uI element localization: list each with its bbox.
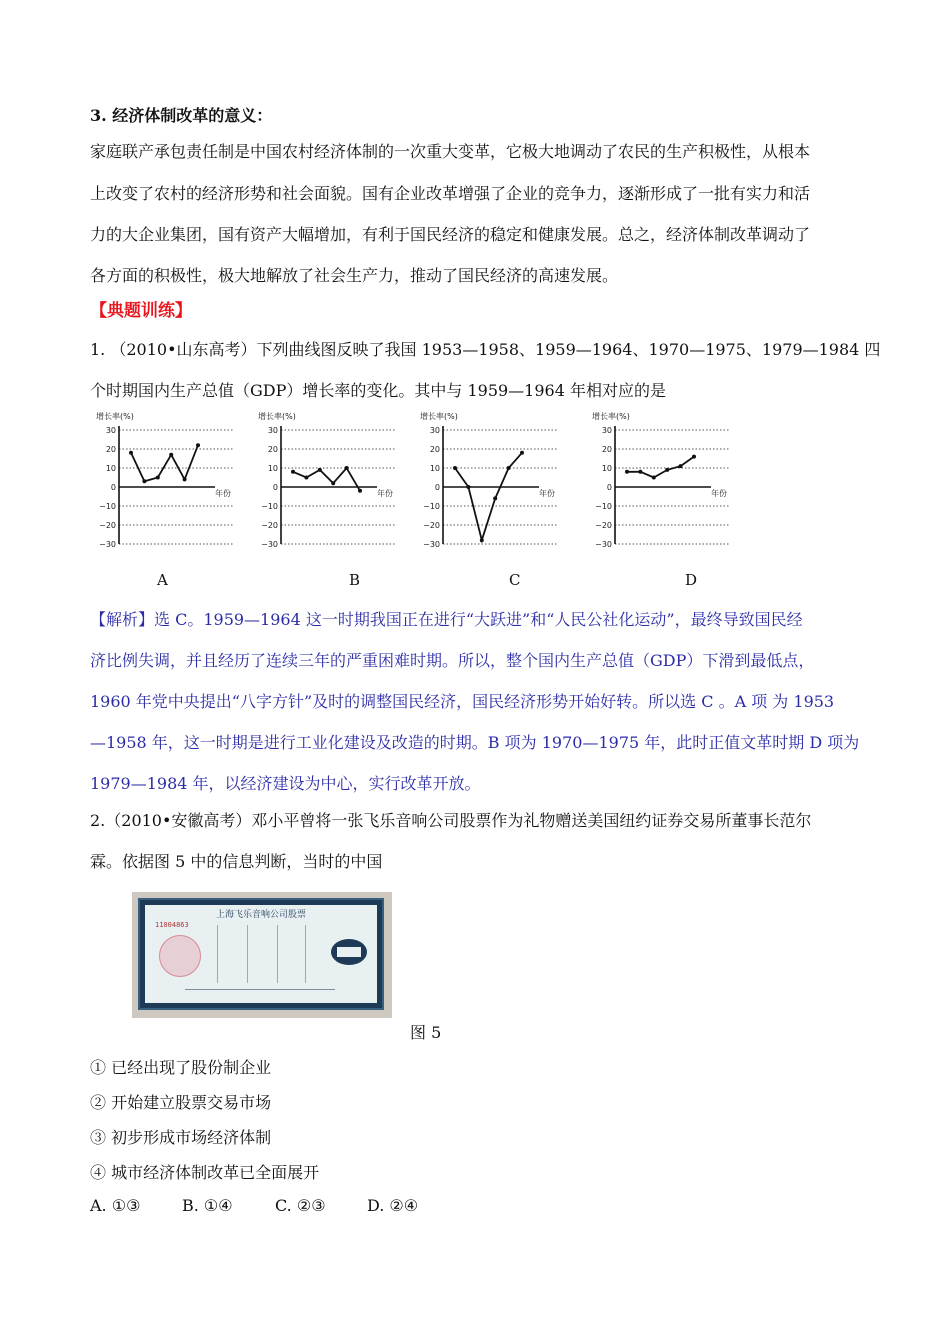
y-tick-label: −10 [99,502,116,511]
paragraph-line: 力的大企业集团，国有资产大幅增加，有利于国民经济的稳定和健康发展。总之，经济体制改革调动了 [90,225,811,244]
y-tick-label: −20 [423,521,440,530]
training-title: 【典题训练】 [90,301,192,321]
y-tick-label: −30 [423,540,440,549]
y-axis-title: 增长率(%) [96,412,134,421]
option-label-c: C [509,571,521,589]
figure-caption: 图 5 [410,1023,442,1042]
chart-d [592,410,732,564]
y-tick-label: 30 [267,426,278,435]
analysis-line: 济比例失调，并且经历了连续三年的严重困难时期。所以，整个国内生产总值（GDP）下滑到最低点， [90,651,815,670]
y-tick-label: 10 [601,464,612,473]
y-tick-label: −20 [99,521,116,530]
y-tick-label: 30 [429,426,440,435]
data-point [665,468,669,472]
y-tick-label: −10 [261,502,278,511]
divider [305,925,306,983]
analysis-line: 1960 年党中央提出“八字方针”及时的调整国民经济，国民经济形势开始好转。所以选 C 。A 项 为 1953 [90,692,835,711]
data-point [196,443,200,447]
data-point [129,451,133,455]
data-point [169,453,173,457]
data-point [625,470,629,474]
series-line [131,445,198,481]
divider [277,925,278,983]
y-tick-label: −20 [595,521,612,530]
data-point [183,477,187,481]
data-point [318,468,322,472]
y-tick-label: 10 [267,464,278,473]
paragraph-line: 上改变了农村的经济形势和社会面貌。国有企业改革增强了企业的竞争力，逐渐形成了一批有实力和活 [90,184,811,203]
y-tick-label: −30 [99,540,116,549]
stock-certificate-photo [132,892,392,1018]
y-tick-label: 20 [267,445,278,454]
data-point [156,476,160,480]
y-tick-label: −30 [261,540,278,549]
y-tick-label: 10 [105,464,116,473]
y-tick-label: 20 [601,445,612,454]
y-tick-label: 0 [434,483,440,492]
red-seal-icon [159,935,201,977]
statement-item: ① 已经出现了股份制企业 [90,1058,272,1077]
choice-b: B. ①④ [182,1196,233,1215]
data-point [331,481,335,485]
data-point [507,466,511,470]
paragraph-line: 各方面的积极性，极大地解放了社会生产力，推动了国民经济的高速发展。 [90,266,619,285]
data-point [466,485,470,489]
paragraph-line: 家庭联产承包责任制是中国农村经济体制的一次重大变革，它极大地调动了农民的生产积极性，从根本 [90,142,811,161]
choice-a: A. ①③ [90,1196,141,1215]
statement-item: ② 开始建立股票交易市场 [90,1093,272,1112]
y-axis-title: 增长率(%) [592,412,630,421]
divider [217,925,218,983]
stock-certificate [140,900,382,1008]
analysis-line: 【解析】选 C。1959—1964 这一时期我国正在进行“大跃进”和“人民公社化运动”，最终导致国民经 [90,610,803,629]
statement-item: ③ 初步形成市场经济体制 [90,1128,272,1147]
ornament-icon [331,939,367,965]
analysis-line: 1979—1984 年，以经济建设为中心，实行改革开放。 [90,774,481,793]
y-axis-title: 增长率(%) [258,412,296,421]
statement-item: ④ 城市经济体制改革已全面展开 [90,1163,320,1182]
option-label-b: B [349,571,361,589]
data-point [692,455,696,459]
data-point [520,451,524,455]
y-tick-label: 0 [272,483,278,492]
data-point [679,464,683,468]
chart-c [420,410,560,564]
data-point [480,538,484,542]
data-point [453,466,457,470]
series-line [627,457,694,478]
choice-c: C. ②③ [275,1196,326,1215]
data-point [652,476,656,480]
choice-d: D. ②④ [367,1196,419,1215]
y-tick-label: 30 [601,426,612,435]
y-axis-title: 增长率(%) [420,412,458,421]
series-line [455,453,522,540]
data-point [358,489,362,493]
y-tick-label: −10 [595,502,612,511]
stock-number: 11004863 [155,921,189,929]
analysis-line: —1958 年，这一时期是进行工业化建设及改造的时期。B 项为 1970—1975 年，此时正值文革时期 D 项为 [90,733,860,752]
x-axis-title: 年份 [215,489,231,498]
option-label-d: D [685,571,698,589]
y-tick-label: 0 [606,483,612,492]
data-point [493,496,497,500]
y-tick-label: 10 [429,464,440,473]
data-point [304,476,308,480]
divider [247,925,248,983]
stock-title: 上海飞乐音响公司股票 [215,910,306,920]
y-tick-label: 20 [429,445,440,454]
q1-line: 个时期国内生产总值（GDP）增长率的变化。其中与 1959—1964 年相对应的是 [90,381,666,400]
y-tick-label: 0 [110,483,116,492]
x-axis-title: 年份 [711,489,727,498]
data-point [291,470,295,474]
q2-line: 2.（2010•安徽高考）邓小平曾将一张飞乐音响公司股票作为礼物赠送美国纽约证券交易所董事长范尔 [90,811,812,830]
y-tick-label: 20 [105,445,116,454]
x-axis-title: 年份 [377,489,393,498]
divider [185,989,335,990]
q2-line: 霖。依据图 5 中的信息判断，当时的中国 [90,852,383,871]
data-point [638,470,642,474]
data-point [142,479,146,483]
y-tick-label: 30 [105,426,116,435]
y-tick-label: −20 [261,521,278,530]
data-point [345,466,349,470]
chart-b [258,410,398,564]
y-tick-label: −30 [595,540,612,549]
q1-line: 1. （2010•山东高考）下列曲线图反映了我国 1953—1958、1959—1964、1970—1975、1979—1984 四 [90,340,881,359]
option-label-a: A [157,571,168,589]
y-tick-label: −10 [423,502,440,511]
chart-a [96,410,236,564]
section-heading: 3. 经济体制改革的意义： [90,106,273,125]
x-axis-title: 年份 [539,489,555,498]
